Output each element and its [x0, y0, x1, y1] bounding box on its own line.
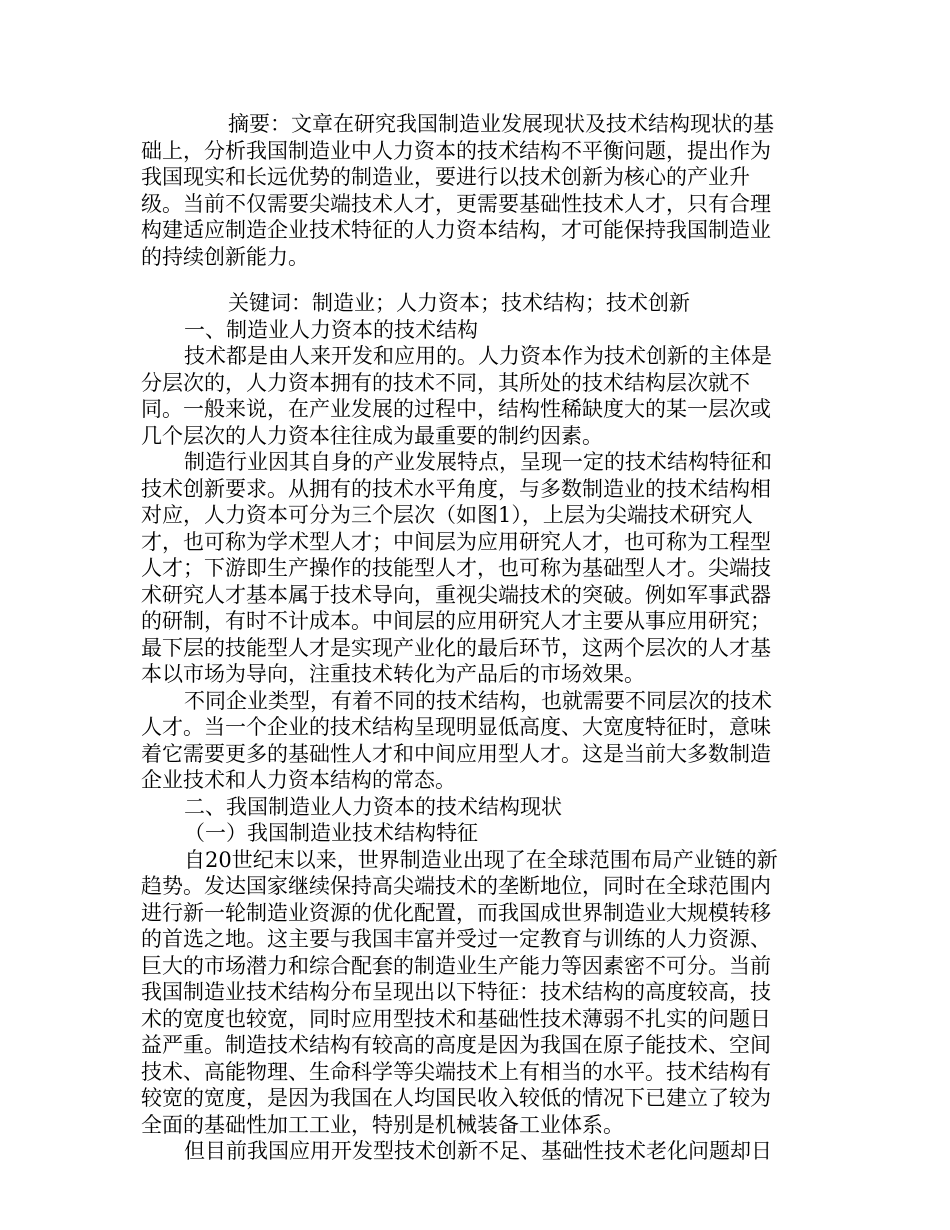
paragraph-line: 人才。当一个企业的技术结构呈现明显低高度、大宽度特征时，意味 — [141, 715, 771, 739]
paragraph-line: 的研制，有时不计成本。中间层的应用研究人才主要从事应用研究； — [141, 609, 771, 633]
abstract-line: 构建适应制造企业技术特征的人力资本结构，才可能保持我国制造业 — [141, 218, 771, 242]
paragraph-line: 技术都是由人来开发和应用的。人力资本作为技术创新的主体是 — [184, 344, 772, 368]
paragraph-line: 企业技术和人力资本结构的常态。 — [141, 768, 456, 792]
paragraph-line: 全面的基础性加工工业，特别是机械装备工业体系。 — [141, 1112, 624, 1137]
paragraph-gap — [141, 270, 811, 290]
section-1-heading: 一、制造业人力资本的技术结构 — [184, 317, 478, 342]
paragraph-line: 进行新一轮制造业资源的优化配置，而我国成世界制造业大规模转移 — [141, 900, 771, 925]
paragraph-line: 技术、高能物理、生命科学等尖端技术上有相当的水平。技术结构有 — [141, 1059, 771, 1084]
abstract-line: 摘要：文章在研究我国制造业发展现状及技术结构现状的基 — [228, 112, 774, 136]
section-1-paragraph-2 — [141, 449, 811, 688]
section-2-heading: 二、我国制造业人力资本的技术结构现状 — [184, 794, 562, 819]
paragraph-line: 术的宽度也较宽，同时应用型技术和基础性技术薄弱不扎实的问题日 — [141, 1006, 771, 1031]
paragraph-line: 分层次的，人力资本拥有的技术不同，其所处的技术结构层次就不 — [141, 370, 750, 395]
paragraph-line: 不同企业类型，有着不同的技术结构，也就需要不同层次的技术 — [184, 688, 772, 713]
paragraph-line: 同。一般来说，在产业发展的过程中，结构性稀缺度大的某一层次或 — [141, 397, 771, 421]
paragraph-line: 才，也可称为学术型人才；中间层为应用研究人才，也可称为工程型 — [141, 529, 771, 554]
section-1-paragraph-1 — [141, 343, 811, 449]
section-1-paragraph-3 — [141, 688, 811, 794]
abstract-paragraph — [141, 111, 811, 270]
section-2-subheading: （一）我国制造业技术结构特征 — [184, 821, 478, 845]
section-2-paragraph-2 — [141, 1138, 811, 1165]
abstract-line: 我国现实和长远优势的制造业，要进行以技术创新为核心的产业升 — [141, 165, 750, 189]
paragraph-line: 益严重。制造技术结构有较高的高度是因为我国在原子能技术、空间 — [141, 1033, 771, 1057]
abstract-line: 础上，分析我国制造业中人力资本的技术结构不平衡问题，提出作为 — [141, 138, 771, 163]
paragraph-line: 人才；下游即生产操作的技能型人才，也可称为基础型人才。尖端技 — [141, 556, 771, 580]
paragraph-line: 的首选之地。这主要与我国丰富并受过一定教育与训练的人力资源、 — [141, 927, 771, 951]
paragraph-line: 技术创新要求。从拥有的技术水平角度，与多数制造业的技术结构相 — [141, 476, 771, 501]
paragraph-line: 几个层次的人力资本往往成为最重要的制约因素。 — [141, 423, 603, 448]
paragraph-line: 自20世纪末以来，世界制造业出现了在全球范围布局产业链的新 — [184, 847, 778, 872]
paragraph-line: 着它需要更多的基础性人才和中间应用型人才。这是当前大多数制造 — [141, 741, 771, 766]
paragraph-line: 术研究人才基本属于技术导向，重视尖端技术的突破。例如军事武器 — [141, 582, 771, 607]
paragraph-line: 对应，人力资本可分为三个层次（如图1），上层为尖端技术研究人 — [141, 503, 753, 527]
paragraph-line: 最下层的技能型人才是实现产业化的最后环节，这两个层次的人才基 — [141, 635, 771, 660]
paragraph-line: 我国制造业技术结构分布呈现出以下特征：技术结构的高度较高，技 — [141, 980, 771, 1004]
abstract-line: 级。当前不仅需要尖端技术人才，更需要基础性技术人才，只有合理 — [141, 191, 771, 216]
paragraph-line: 但目前我国应用开发型技术创新不足、基础性技术老化问题却日 — [184, 1139, 772, 1163]
paragraph-line: 本以市场为导向，注重技术转化为产品后的市场效果。 — [141, 662, 645, 686]
keywords-line: 关键词：制造业；人力资本；技术结构；技术创新 — [228, 291, 690, 315]
paragraph-line: 制造行业因其自身的产业发展特点，呈现一定的技术结构特征和 — [184, 450, 772, 474]
paragraph-line: 趋势。发达国家继续保持高尖端技术的垄断地位，同时在全球范围内 — [141, 874, 771, 898]
paragraph-line: 较宽的宽度，是因为我国在人均国民收入较低的情况下已建立了较为 — [141, 1086, 771, 1110]
document-body — [141, 111, 811, 1165]
paragraph-line: 巨大的市场潜力和综合配套的制造业生产能力等因素密不可分。当前 — [141, 953, 771, 978]
abstract-line: 的持续创新能力。 — [141, 244, 309, 269]
section-2-paragraph-1 — [141, 847, 811, 1139]
